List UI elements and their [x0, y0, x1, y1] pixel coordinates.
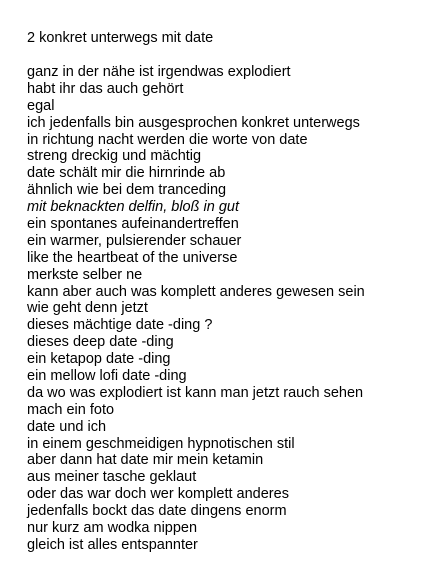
poem-line: aber dann hat date mir mein ketamin — [27, 452, 264, 469]
poem-line: dieses mächtige date -ding ? — [27, 317, 213, 334]
poem-line: date schält mir die hirnrinde ab — [27, 165, 226, 182]
poem-line: da wo was explodiert ist kann man jetzt rauch sehen — [27, 384, 364, 401]
poem-line: ähnlich wie bei dem tranceding — [27, 182, 227, 199]
poem-line: streng dreckig und mächtig — [27, 148, 202, 165]
poem-line: oder das war doch wer komplett anderes — [27, 486, 289, 503]
poem-line: ganz in der nähe ist irgendwas explodiert — [27, 64, 291, 80]
poem-line: mach ein foto — [27, 401, 115, 418]
poem-line: ein mellow lofi date -ding — [27, 368, 187, 385]
poem-line: ein spontanes aufeinandertreffen — [27, 216, 239, 233]
poem-line: egal — [27, 97, 55, 114]
poem-line: mit beknackten delfin, bloß in gut — [27, 199, 239, 216]
poem-body — [27, 64, 365, 554]
poem-line: like the heartbeat of the universe — [27, 249, 238, 266]
poem-line: kann aber auch was komplett anderes gewesen sein — [27, 283, 365, 300]
poem-line: jedenfalls bockt das date dingens enorm — [27, 503, 287, 520]
poem-line: date und ich — [27, 418, 107, 435]
poem-line: aus meiner tasche geklaut — [27, 469, 197, 486]
poem-line: ein warmer, pulsierender schauer — [27, 232, 242, 249]
poem-line: ein ketapop date -ding — [27, 351, 171, 368]
poem-line: nur kurz am wodka nippen — [27, 520, 198, 537]
poem-line: wie geht denn jetzt — [27, 300, 148, 317]
poem-title: 2 konkret unterwegs mit date — [27, 30, 214, 46]
poem-line: dieses deep date -ding — [27, 334, 174, 351]
poem-line: gleich ist alles entspannter — [27, 536, 198, 553]
poem-line: in einem geschmeidigen hypnotischen stil — [27, 435, 295, 452]
poem-line: habt ihr das auch gehört — [27, 80, 184, 97]
poem-line: in richtung nacht werden die worte von date — [27, 131, 308, 148]
poem-line: merkste selber ne — [27, 266, 143, 283]
poem-line: ich jedenfalls bin ausgesprochen konkret unterwegs — [27, 114, 360, 131]
